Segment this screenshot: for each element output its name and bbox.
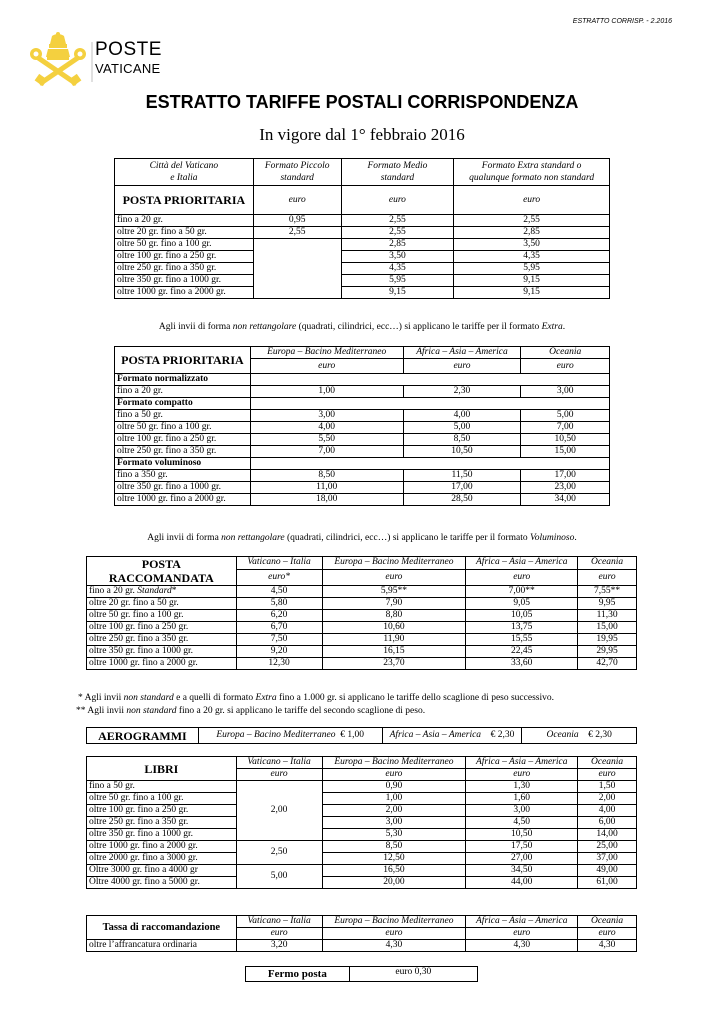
col-header: Europa – Bacino Mediterraneo <box>250 347 403 359</box>
table-row <box>115 386 610 398</box>
price-cell: 18,00 <box>250 494 403 506</box>
table-row <box>115 482 610 494</box>
price-cell: 4,50 <box>236 586 322 598</box>
col-header: Oceania <box>578 557 637 570</box>
currency-label: euro <box>322 769 466 781</box>
price-cell: 34,50 <box>466 865 578 877</box>
price-cell: 33,60 <box>466 658 578 670</box>
currency-label: euro <box>578 928 637 940</box>
table-row <box>87 634 637 646</box>
weight-cell: oltre 1000 gr. fino a 2000 gr. <box>115 287 254 299</box>
price-cell: 3,20 <box>236 940 322 952</box>
price-cell: 3,50 <box>341 251 454 263</box>
table-row <box>87 658 637 670</box>
price-cell: 22,45 <box>466 646 578 658</box>
price-cell: 2,55 <box>341 215 454 227</box>
price-cell: 1,30 <box>466 781 578 793</box>
currency-label: euro <box>322 569 466 585</box>
table-row <box>87 610 637 622</box>
weight-cell: oltre 250 gr. fino a 350 gr. <box>87 634 237 646</box>
weight-cell: fino a 20 gr. <box>115 386 251 398</box>
price-cell: 7,90 <box>322 598 466 610</box>
table-row <box>87 805 637 817</box>
col-header: Europa – Bacino Mediterraneo <box>322 757 466 769</box>
table-row <box>115 446 610 458</box>
table-row <box>115 410 610 422</box>
price-cell: 4,30 <box>322 940 466 952</box>
table-row <box>115 470 610 482</box>
price-cell: 11,00 <box>250 482 403 494</box>
section-label: POSTA PRIORITARIA <box>115 347 251 374</box>
price-cell: 10,50 <box>521 434 610 446</box>
price-cell: 5,00 <box>236 865 322 889</box>
table-row <box>115 434 610 446</box>
price-cell: 3,00 <box>322 817 466 829</box>
table-fermo-posta <box>245 966 478 982</box>
currency-label: euro <box>236 928 322 940</box>
price-cell: 23,70 <box>322 658 466 670</box>
price-cell: 6,70 <box>236 622 322 634</box>
price-cell: 4,30 <box>578 940 637 952</box>
price-cell: 2,85 <box>454 227 610 239</box>
price-cell: 8,50 <box>250 470 403 482</box>
footnote-1: * Agli invii non standard e a quelli di formato Extra fino a 1.000 gr. si applicano le tariffe dello scaglione di peso successivo. <box>78 693 554 703</box>
price-cell: 10,50 <box>466 829 578 841</box>
weight-cell: oltre 100 gr. fino a 250 gr. <box>87 622 237 634</box>
price-cell: 28,50 <box>403 494 521 506</box>
price-cell: 4,35 <box>341 263 454 275</box>
table-row <box>87 841 637 853</box>
note-voluminoso: Agli invii di forma non rettangolare (quadrati, cilindrici, ecc…) si applicano le tariffe per il formato Voluminoso. <box>147 533 577 543</box>
weight-cell: Oltre 4000 gr. fino a 5000 gr. <box>87 877 237 889</box>
note-extra: Agli invii di forma non rettangolare (quadrati, cilindrici, ecc…) si applicano le tariffe per il formato Extra. <box>158 322 566 332</box>
price-cell: 42,70 <box>578 658 637 670</box>
table-row <box>87 877 637 889</box>
weight-cell: oltre 250 gr. fino a 350 gr. <box>87 817 237 829</box>
table-row <box>87 586 637 598</box>
price-cell: 1,00 <box>250 386 403 398</box>
document-code: ESTRATTO CORRISP. - 2.2016 <box>572 18 672 25</box>
price-cell: 5,30 <box>322 829 466 841</box>
price-cell: 4,00 <box>403 410 521 422</box>
subsection-label: Formato voluminoso <box>115 458 251 470</box>
price-cell: 2,00 <box>322 805 466 817</box>
price-cell: 2,50 <box>236 841 322 865</box>
price-cell: 49,00 <box>578 865 637 877</box>
table-row <box>115 287 610 299</box>
weight-cell: oltre 350 gr. fino a 1000 gr. <box>87 829 237 841</box>
weight-cell: oltre 350 gr. fino a 1000 gr. <box>115 275 254 287</box>
weight-cell: oltre 350 gr. fino a 1000 gr. <box>115 482 251 494</box>
price-cell: 16,50 <box>322 865 466 877</box>
col-header: Africa – Asia – America <box>466 916 578 928</box>
price-cell: 17,50 <box>466 841 578 853</box>
subsection-label: Formato compatto <box>115 398 251 410</box>
price-cell: 3,00 <box>466 805 578 817</box>
price-cell: 20,00 <box>322 877 466 889</box>
price-cell: 15,00 <box>521 446 610 458</box>
col-header-region: Città del Vaticano e Italia <box>115 159 254 186</box>
section-label: POSTA RACCOMANDATA <box>87 557 237 586</box>
col-header-piccolo: Formato Piccolo standard <box>253 159 341 186</box>
table-row <box>87 781 637 793</box>
table-row <box>115 263 610 275</box>
price-cell: 7,50 <box>236 634 322 646</box>
table-posta-prioritaria-italia <box>114 158 610 299</box>
price-cell: 10,50 <box>403 446 521 458</box>
price-cell: 37,00 <box>578 853 637 865</box>
price-cell: 2,85 <box>341 239 454 251</box>
price-cell: 2,55 <box>454 215 610 227</box>
price-cell: 4,00 <box>250 422 403 434</box>
table-posta-prioritaria-estero <box>114 346 610 506</box>
col-header: Africa – Asia – America <box>403 347 521 359</box>
table-libri <box>86 756 637 889</box>
currency-label: euro* <box>236 569 322 585</box>
price-cell: 7,00 <box>250 446 403 458</box>
table-row <box>115 422 610 434</box>
weight-cell: oltre 2000 gr. fino a 3000 gr. <box>87 853 237 865</box>
price-cell: 25,00 <box>578 841 637 853</box>
price-cell: 9,15 <box>341 287 454 299</box>
table-tassa-raccomandazione <box>86 915 637 952</box>
fermo-posta-price: euro 0,30 <box>349 967 477 982</box>
currency-label: euro <box>466 569 578 585</box>
currency-label: euro <box>521 359 610 374</box>
price-cell: 5,95** <box>322 586 466 598</box>
currency-label: euro <box>578 569 637 585</box>
weight-cell: oltre 100 gr. fino a 250 gr. <box>115 434 251 446</box>
price-cell: 4,35 <box>454 251 610 263</box>
weight-cell: oltre 250 gr. fino a 350 gr. <box>115 446 251 458</box>
weight-cell: oltre 100 gr. fino a 250 gr. <box>115 251 254 263</box>
currency-label: euro <box>466 769 578 781</box>
price-cell: 6,00 <box>578 817 637 829</box>
price-cell: 29,95 <box>578 646 637 658</box>
price-cell: 8,80 <box>322 610 466 622</box>
price-cell: 10,60 <box>322 622 466 634</box>
price-cell: 5,80 <box>236 598 322 610</box>
price-cell: 7,55** <box>578 586 637 598</box>
currency-label: euro <box>341 186 454 215</box>
table-row <box>87 793 637 805</box>
price-cell: 5,95 <box>454 263 610 275</box>
aero-europa: Europa – Bacino Mediterraneo € 1,00 <box>198 728 382 744</box>
price-cell: 0,95 <box>253 215 341 227</box>
col-header: Vaticano – Italia <box>236 757 322 769</box>
col-header: Europa – Bacino Mediterraneo <box>322 557 466 570</box>
weight-cell: oltre 1000 gr. fino a 2000 gr. <box>87 841 237 853</box>
weight-cell: fino a 350 gr. <box>115 470 251 482</box>
logo-line1: POSTE <box>95 39 162 60</box>
price-cell: 9,15 <box>454 287 610 299</box>
price-cell: 17,00 <box>521 470 610 482</box>
table-aerogrammi <box>86 727 637 744</box>
subsection-label: Formato normalizzato <box>115 374 251 386</box>
weight-cell: oltre 100 gr. fino a 250 gr. <box>87 805 237 817</box>
weight-cell: fino a 20 gr. Standard* <box>87 586 237 598</box>
price-cell: 16,15 <box>322 646 466 658</box>
weight-cell: oltre 20 gr. fino a 50 gr. <box>87 598 237 610</box>
table-row <box>87 829 637 841</box>
price-cell: 5,95 <box>341 275 454 287</box>
price-cell: 7,00** <box>466 586 578 598</box>
table-row <box>115 215 610 227</box>
price-cell: 23,00 <box>521 482 610 494</box>
price-cell: 1,00 <box>322 793 466 805</box>
price-cell: 4,30 <box>466 940 578 952</box>
price-cell: 6,20 <box>236 610 322 622</box>
weight-cell: oltre 50 gr. fino a 100 gr. <box>87 610 237 622</box>
price-cell: 11,30 <box>578 610 637 622</box>
price-cell: 34,00 <box>521 494 610 506</box>
price-cell: 19,95 <box>578 634 637 646</box>
price-cell: 15,00 <box>578 622 637 634</box>
currency-label: euro <box>403 359 521 374</box>
weight-cell: oltre 1000 gr. fino a 2000 gr. <box>115 494 251 506</box>
table-row <box>115 494 610 506</box>
price-cell: 2,30 <box>403 386 521 398</box>
price-cell: 1,60 <box>466 793 578 805</box>
price-cell: 3,50 <box>454 239 610 251</box>
price-cell: 3,00 <box>521 386 610 398</box>
table-row <box>87 940 637 952</box>
price-cell: 7,00 <box>521 422 610 434</box>
currency-label: euro <box>454 186 610 215</box>
price-cell: 0,90 <box>322 781 466 793</box>
table-row <box>87 853 637 865</box>
price-cell: 9,20 <box>236 646 322 658</box>
table-row <box>115 275 610 287</box>
table-row <box>87 622 637 634</box>
price-cell: 12,50 <box>322 853 466 865</box>
col-header-extra: Formato Extra standard o qualunque formato non standard <box>454 159 610 186</box>
price-cell: 8,50 <box>403 434 521 446</box>
price-cell: 1,50 <box>578 781 637 793</box>
page-title: ESTRATTO TARIFFE POSTALI CORRISPONDENZA <box>145 92 579 112</box>
aero-africa: Africa – Asia – America € 2,30 <box>382 728 522 744</box>
currency-label: euro <box>578 769 637 781</box>
price-cell: 9,15 <box>454 275 610 287</box>
price-cell: 2,55 <box>341 227 454 239</box>
price-cell: 5,00 <box>403 422 521 434</box>
table-row <box>115 227 610 239</box>
table-row <box>115 239 610 251</box>
weight-cell: oltre 250 gr. fino a 350 gr. <box>115 263 254 275</box>
weight-cell: fino a 20 gr. <box>115 215 254 227</box>
section-label: Tassa di raccomandazione <box>87 916 237 940</box>
price-cell: 11,50 <box>403 470 521 482</box>
weight-cell: oltre l’affrancatura ordinaria <box>87 940 237 952</box>
price-cell: 2,55 <box>253 227 341 239</box>
weight-cell: oltre 350 gr. fino a 1000 gr. <box>87 646 237 658</box>
empty-cell <box>253 239 341 299</box>
weight-cell: oltre 20 gr. fino a 50 gr. <box>115 227 254 239</box>
weight-cell: oltre 50 gr. fino a 100 gr. <box>87 793 237 805</box>
price-cell: 10,05 <box>466 610 578 622</box>
col-header: Africa – Asia – America <box>466 757 578 769</box>
price-cell: 8,50 <box>322 841 466 853</box>
currency-label: euro <box>322 928 466 940</box>
currency-label: euro <box>466 928 578 940</box>
logo-line2: VATICANE <box>95 61 161 76</box>
price-cell: 4,50 <box>466 817 578 829</box>
section-label: LIBRI <box>87 757 237 781</box>
weight-cell: fino a 50 gr. <box>87 781 237 793</box>
price-cell: 3,00 <box>250 410 403 422</box>
section-label: AEROGRAMMI <box>87 728 199 744</box>
currency-label: euro <box>236 769 322 781</box>
currency-label: euro <box>253 186 341 215</box>
col-header: Africa – Asia – America <box>466 557 578 570</box>
weight-cell: oltre 50 gr. fino a 100 gr. <box>115 422 251 434</box>
section-label: Fermo posta <box>246 967 350 982</box>
col-header: Oceania <box>521 347 610 359</box>
price-cell: 13,75 <box>466 622 578 634</box>
page-subtitle: In vigore dal 1° febbraio 2016 <box>259 125 465 144</box>
price-cell: 9,95 <box>578 598 637 610</box>
aero-oceania: Oceania € 2,30 <box>522 728 637 744</box>
price-cell: 2,00 <box>578 793 637 805</box>
table-posta-raccomandata <box>86 556 637 670</box>
price-cell: 2,00 <box>236 781 322 841</box>
weight-cell: oltre 50 gr. fino a 100 gr. <box>115 239 254 251</box>
col-header: Oceania <box>578 916 637 928</box>
price-cell: 61,00 <box>578 877 637 889</box>
col-header: Oceania <box>578 757 637 769</box>
currency-label: euro <box>250 359 403 374</box>
table-row <box>87 646 637 658</box>
price-cell: 4,00 <box>578 805 637 817</box>
price-cell: 17,00 <box>403 482 521 494</box>
col-header: Europa – Bacino Mediterraneo <box>322 916 466 928</box>
col-header: Vaticano – Italia <box>236 557 322 570</box>
table-row <box>87 598 637 610</box>
table-row <box>87 817 637 829</box>
price-cell: 15,55 <box>466 634 578 646</box>
price-cell: 14,00 <box>578 829 637 841</box>
weight-cell: oltre 1000 gr. fino a 2000 gr. <box>87 658 237 670</box>
price-cell: 5,00 <box>521 410 610 422</box>
table-row <box>115 251 610 263</box>
logo-wordmark <box>95 40 162 75</box>
price-cell: 44,00 <box>466 877 578 889</box>
weight-cell: Oltre 3000 gr. fino a 4000 gr <box>87 865 237 877</box>
price-cell: 9,05 <box>466 598 578 610</box>
table-row <box>87 865 637 877</box>
weight-cell: fino a 50 gr. <box>115 410 251 422</box>
footnote-2: ** Agli invii non standard fino a 20 gr. si applicano le tariffe del secondo scaglione di peso. <box>76 706 426 716</box>
price-cell: 12,30 <box>236 658 322 670</box>
price-cell: 11,90 <box>322 634 466 646</box>
price-cell: 27,00 <box>466 853 578 865</box>
col-header-medio: Formato Medio standard <box>341 159 454 186</box>
price-cell: 5,50 <box>250 434 403 446</box>
col-header: Vaticano – Italia <box>236 916 322 928</box>
section-label: POSTA PRIORITARIA <box>115 186 254 215</box>
